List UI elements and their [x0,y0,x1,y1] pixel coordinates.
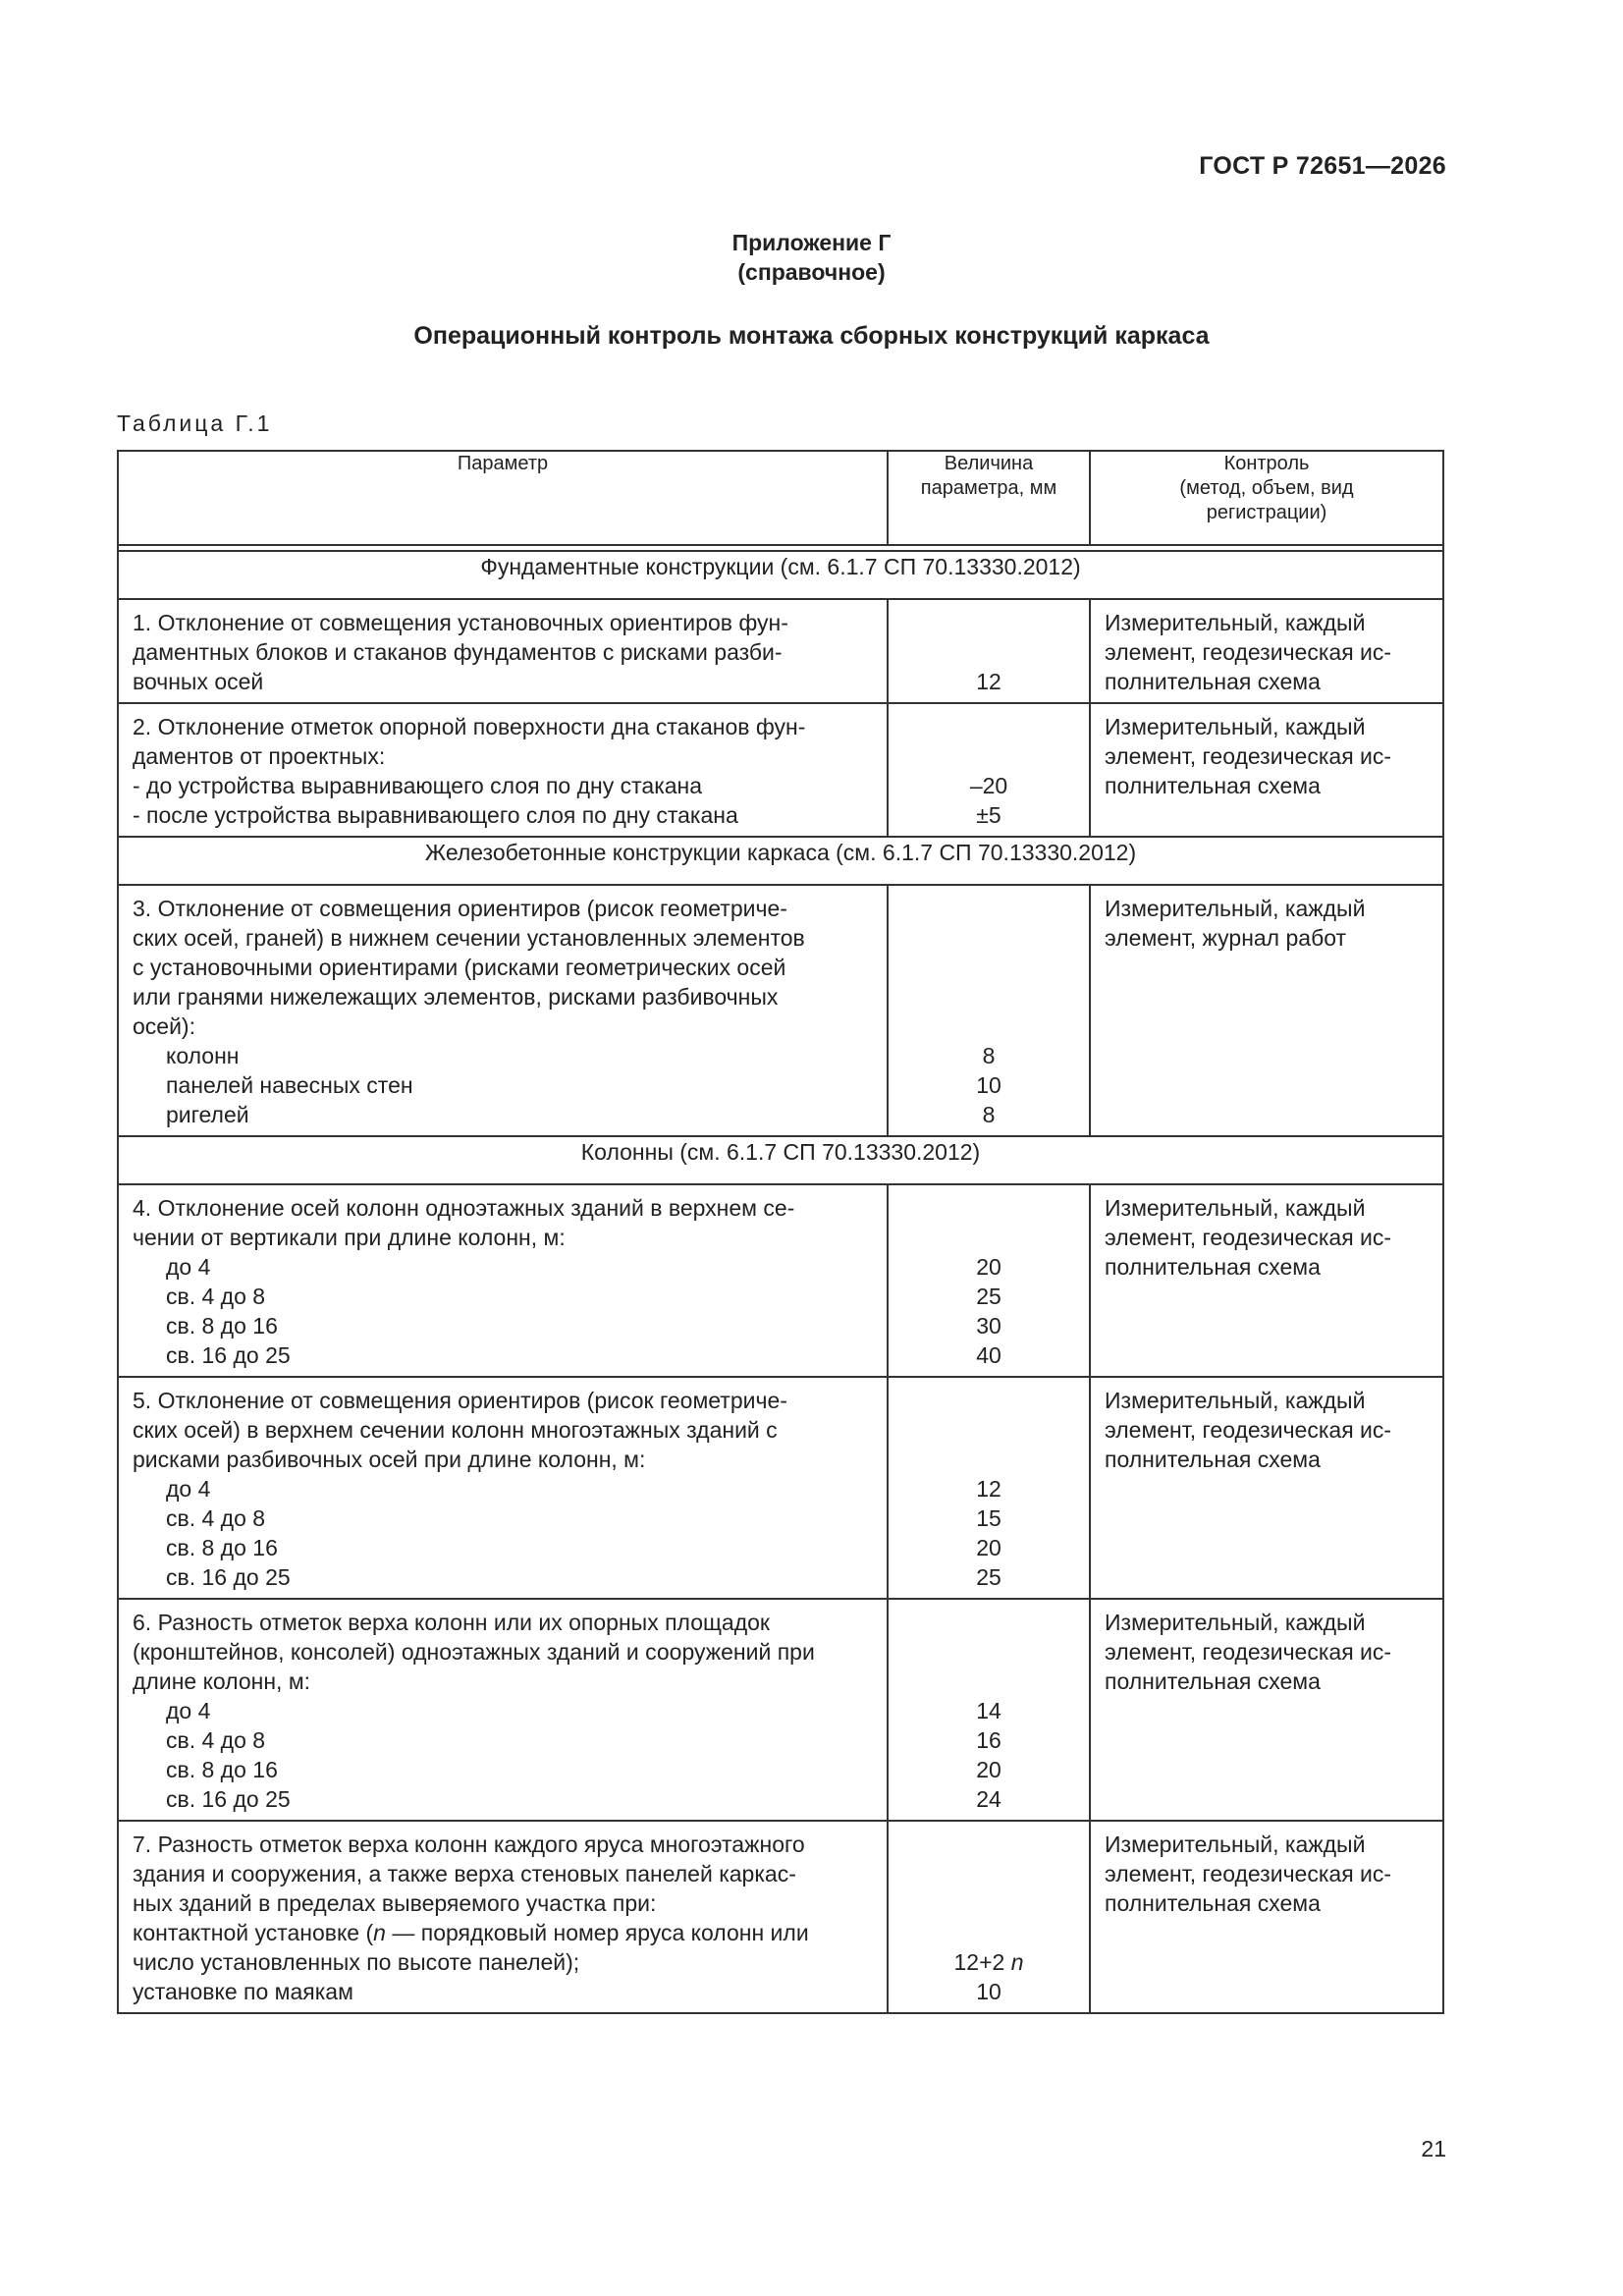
value-cell: 12 15 20 25 [888,1377,1090,1599]
header-value: Величина параметра, мм [888,451,1090,545]
section-row [118,1136,1443,1184]
value-cell: –20 ±5 [888,703,1090,837]
param-cell: 6. Разность отметок верха колонн или их опорных площадок (кронштейнов, консолей) одноэтажных зданий и сооружений при длине колонн, м: до 4 св. 4 до 8 св. 8 до 16 св. 16 до 25 [118,1599,888,1821]
control-table [117,450,1444,2014]
table-row [118,1377,1443,1599]
table-row [118,1599,1443,1821]
section-row [118,837,1443,885]
value-cell: 20 25 30 40 [888,1184,1090,1377]
section-rc-frame: Железобетонные конструкции каркаса (см. 6.1.7 СП 70.13330.2012) [118,837,1443,885]
section-foundations: Фундаментные конструкции (см. 6.1.7 СП 70.13330.2012) [118,551,1443,599]
value-cell: 14 16 20 24 [888,1599,1090,1821]
param-cell: 2. Отклонение отметок опорной поверхности дна стаканов фун- даментов от проектных: - до устройства выравнивающего слоя по дну стакана - после устройства выравнивающего слоя по дну стакана [118,703,888,837]
param-cell: 7. Разность отметок верха колонн каждого яруса многоэтажного здания и сооружения, а также верха стеновых панелей каркас- ных зданий в пределах выверяемого участка при: контактной установке (n — порядковый номер яруса колонн или число установленных по высоте панелей); установке по маякам [118,1821,888,2013]
page-number: 21 [1421,2136,1446,2161]
control-cell: Измерительный, каждый элемент, геодезическая ис- полнительная схема [1090,1821,1443,2013]
section-columns: Колонны (см. 6.1.7 СП 70.13330.2012) [118,1136,1443,1184]
control-cell: Измерительный, каждый элемент, геодезическая ис- полнительная схема [1090,599,1443,703]
control-cell: Измерительный, каждый элемент, геодезическая ис- полнительная схема [1090,703,1443,837]
param-cell: 3. Отклонение от совмещения ориентиров (рисок геометриче- ских осей, граней) в нижнем сечении установленных элементов с установочными ориентирами (рисками геометрических осей или гранями нижележащих элементов, рисками разбивочных осей): колонн панелей навесных стен ригелей [118,885,888,1136]
appendix-label: Приложение Г [731,230,892,255]
page-title: Операционный контроль монтажа сборных конструкций каркаса [413,322,1210,350]
param-cell: 4. Отклонение осей колонн одноэтажных зданий в верхнем се- чении от вертикали при длине колонн, м: до 4 св. 4 до 8 св. 8 до 16 св. 16 до 25 [118,1184,888,1377]
param-cell: 1. Отклонение от совмещения установочных ориентиров фун- даментных блоков и стаканов фундаментов с рисками разби- вочных осей [118,599,888,703]
value-cell: 12+2 n 10 [888,1821,1090,2013]
table-row [118,599,1443,703]
control-cell: Измерительный, каждый элемент, геодезическая ис- полнительная схема [1090,1184,1443,1377]
document-id: ГОСТ Р 72651—2026 [1199,152,1446,180]
control-cell: Измерительный, каждый элемент, журнал работ [1090,885,1443,1136]
value-cell: 8 10 8 [888,885,1090,1136]
value-cell: 12 [888,599,1090,703]
value-formula: 12+2 n [953,1949,1024,1975]
header-param: Параметр [118,451,888,545]
header-control: Контроль (метод, объем, вид регистрации) [1090,451,1443,545]
control-cell: Измерительный, каждый элемент, геодезическая ис- полнительная схема [1090,1599,1443,1821]
appendix-heading [0,228,1623,287]
param-cell: 5. Отклонение от совмещения ориентиров (рисок геометриче- ских осей) в верхнем сечении колонн многоэтажных зданий с рисками разбивочных осей при длине колонн, м: до 4 св. 4 до 8 св. 8 до 16 св. 16 до 25 [118,1377,888,1599]
table-header-row [118,451,1443,545]
control-cell: Измерительный, каждый элемент, геодезическая ис- полнительная схема [1090,1377,1443,1599]
contact-install-line: контактной установке (n — порядковый номер яруса колонн или [133,1920,809,1945]
table-caption: Таблица Г.1 [117,410,273,436]
table-row [118,1821,1443,2013]
table-row [118,885,1443,1136]
section-row [118,551,1443,599]
table-row [118,1184,1443,1377]
appendix-kind: (справочное) [737,259,886,285]
table-row [118,703,1443,837]
